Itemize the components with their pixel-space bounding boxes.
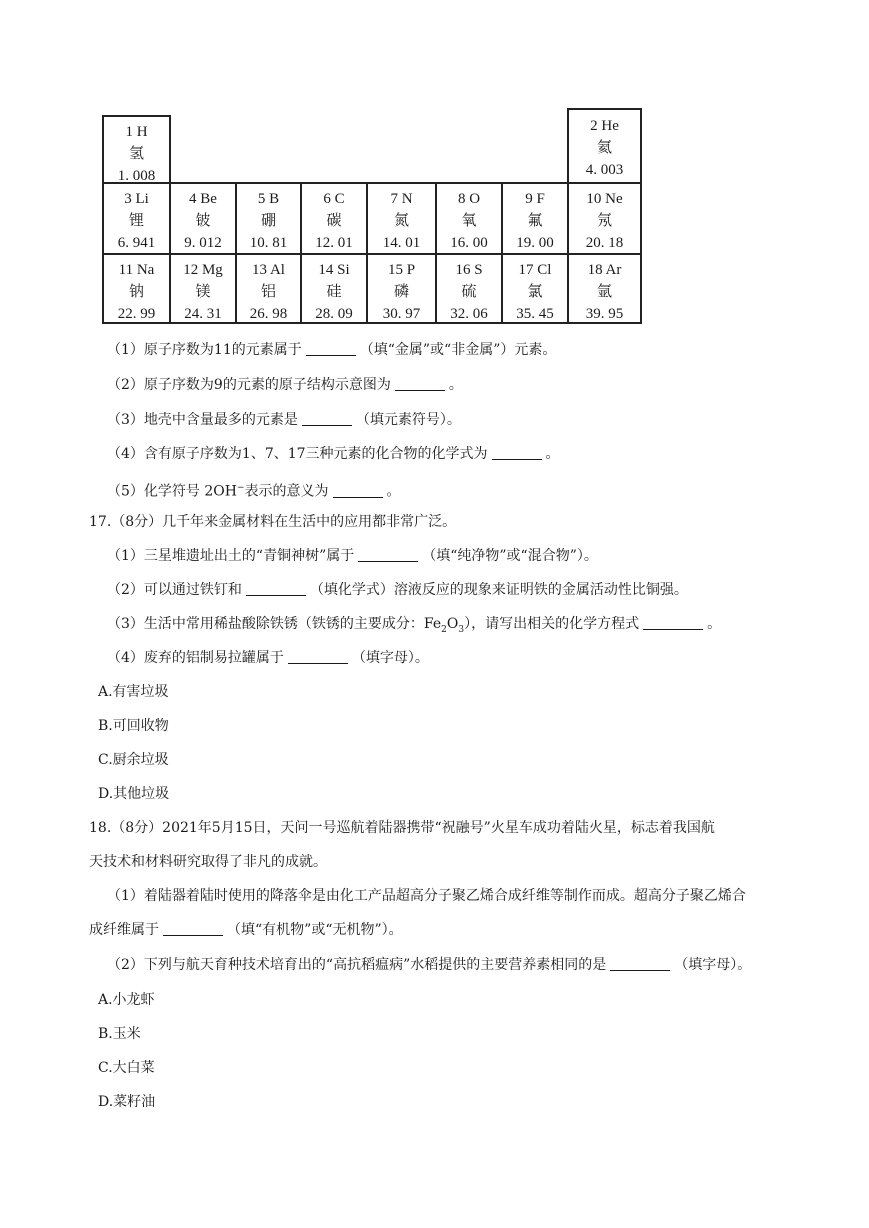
element-name: 氢: [128, 146, 145, 162]
element-name: 氟: [527, 213, 543, 229]
q18-item-2-text: （2）下列与航天育种技术培育出的“高抗稻瘟病”水稻提供的主要营养素相同的是: [107, 957, 607, 973]
q16-item-1-hint: （填“金属”或“非金属”）元素。: [359, 342, 557, 358]
periodic-table: [102, 108, 642, 324]
element-mass: 22. 99: [117, 306, 156, 322]
q18-item-1-line-2: [89, 920, 403, 940]
element-mass: 16. 00: [450, 235, 488, 251]
subscript: 3: [458, 624, 465, 635]
element-name: 磷: [393, 284, 410, 300]
answer-blank[interactable]: [358, 547, 418, 562]
q16-item-5-text: （5）化学符号 2OH: [107, 483, 237, 500]
element-name: 硫: [461, 284, 477, 300]
q16-item-1-text: （1）原子序数为11的元素属于: [107, 342, 302, 358]
q17-item-3-end: 。: [707, 616, 722, 632]
q18-option-b[interactable]: B.玉米: [98, 1026, 141, 1042]
element-symbol-ar: 18 Ar: [587, 262, 622, 278]
element-mass: 39. 95: [585, 306, 624, 322]
element-name: 铍: [195, 213, 211, 229]
element-name: 硼: [260, 213, 277, 229]
element-symbol-he: 2 He: [590, 118, 619, 134]
element-symbol-c: 6 C: [323, 191, 345, 207]
q16-item-2-end: 。: [448, 377, 463, 393]
q17-item-3-mid: ），请写出相关的化学方程式: [464, 616, 640, 632]
q16-item-4-text: （4）含有原子序数为1、7、17三种元素的化合物的化学式为: [107, 446, 488, 462]
q17-item-2-hint: （填化学式）溶液反应的现象来证明铁的金属活动性比铜强。: [309, 582, 688, 598]
element-mass: 32. 06: [450, 306, 488, 322]
q17-title: 17.（8分）几千年来金属材料在生活中的应用都非常广泛。: [89, 514, 457, 530]
element-name: 氧: [461, 213, 477, 229]
q18-item-1-hint: （填“有机物”或“无机物”）。: [227, 922, 403, 938]
formula-o: O: [446, 616, 459, 632]
answer-blank[interactable]: [306, 341, 356, 356]
answer-blank[interactable]: [610, 956, 670, 971]
element-symbol-o: 8 O: [457, 191, 481, 207]
element-symbol-al: 13 Al: [252, 262, 285, 278]
q16-item-2: [107, 375, 463, 395]
element-name: 氩: [596, 284, 613, 300]
element-mass: 10. 81: [249, 235, 288, 251]
element-symbol-be: 4 Be: [189, 191, 217, 207]
answer-blank[interactable]: [333, 483, 383, 498]
element-mass: 26. 98: [249, 306, 288, 322]
answer-blank[interactable]: [246, 581, 306, 596]
q18-item-1-text: 成纤维属于: [89, 922, 159, 938]
q17-item-4: [107, 648, 429, 668]
subscript: 2: [441, 624, 447, 635]
element-symbol-s: 16 S: [455, 262, 483, 278]
answer-blank[interactable]: [395, 376, 445, 391]
q16-item-5-mid: 表示的意义为: [244, 483, 329, 500]
element-name: 钠: [128, 284, 145, 300]
q16-item-4: [107, 444, 560, 464]
element-mass: 19. 00: [516, 235, 554, 251]
element-name: 氖: [596, 213, 613, 229]
element-mass: 20. 18: [585, 235, 624, 251]
q17-option-b[interactable]: B.可回收物: [98, 718, 169, 734]
answer-blank[interactable]: [288, 649, 348, 664]
element-mass: 35. 45: [516, 306, 554, 322]
element-symbol-si: 14 Si: [318, 262, 350, 278]
q16-item-3-hint: （填元素符号）。: [355, 412, 461, 428]
q16-item-3: [107, 410, 461, 430]
element-symbol-li: 3 Li: [124, 191, 149, 207]
element-name: 氮: [393, 213, 410, 229]
element-mass: 4. 003: [585, 162, 624, 178]
q16-item-3-text: （3）地壳中含量最多的元素是: [107, 412, 298, 428]
element-name: 氦: [596, 140, 613, 156]
q17-option-c[interactable]: C.厨余垃圾: [98, 752, 169, 768]
q17-item-3: [107, 614, 721, 640]
element-symbol-f: 9 F: [525, 191, 545, 207]
q17-item-4-hint: （填字母）。: [351, 650, 429, 666]
q17-option-d[interactable]: D.其他垃圾: [98, 786, 170, 802]
element-symbol-cl: 17 Cl: [518, 262, 552, 278]
q18-item-2-hint: （填字母）。: [674, 957, 752, 973]
element-symbol-h: 1 H: [125, 124, 148, 140]
q17-option-a[interactable]: A.有害垃圾: [98, 684, 169, 700]
element-mass: 28. 09: [315, 306, 353, 322]
q17-item-1: [107, 546, 598, 566]
answer-blank[interactable]: [302, 411, 352, 426]
element-mass: 1. 008: [117, 168, 156, 184]
q18-item-2: [107, 955, 751, 975]
q16-item-1: [107, 340, 556, 360]
element-symbol-n: 7 N: [390, 191, 413, 207]
element-name: 铝: [260, 284, 277, 300]
q16-item-5: [107, 478, 401, 502]
element-symbol-ne: 10 Ne: [586, 191, 623, 207]
element-name: 硅: [326, 284, 342, 300]
element-mass: 14. 01: [382, 235, 421, 251]
q17-item-1-hint: （填“纯净物”或“混合物”）。: [422, 548, 598, 564]
charge-sup: −: [236, 483, 245, 493]
element-name: 氯: [527, 284, 543, 300]
element-mass: 12. 01: [315, 235, 353, 251]
q17-item-2-text: （2）可以通过铁钉和: [107, 582, 242, 598]
element-symbol-na: 11 Na: [118, 262, 155, 278]
element-mass: 9. 012: [184, 235, 222, 251]
element-mass: 24. 31: [184, 306, 222, 322]
q18-option-a[interactable]: A.小龙虾: [98, 992, 155, 1008]
q18-option-d[interactable]: D.菜籽油: [98, 1094, 156, 1110]
q18-title-line-2: 天技术和材料研究取得了非凡的成就。: [89, 854, 327, 870]
element-symbol-b: 5 B: [257, 191, 280, 207]
q17-item-2: [107, 580, 688, 600]
q18-option-c[interactable]: C.大白菜: [98, 1060, 155, 1076]
element-mass: 6. 941: [117, 235, 156, 251]
element-name: 镁: [195, 284, 211, 300]
element-name: 碳: [326, 213, 342, 229]
q18-title-line-1: 18.（8分）2021年5月15日，天问一号巡航着陆器携带“祝融号”火星车成功着陆火星，标志着我国航: [89, 820, 715, 836]
q16-item-5-end: 。: [386, 483, 401, 500]
element-symbol-mg: 12 Mg: [183, 262, 223, 278]
q16-item-2-text: （2）原子序数为9的元素的原子结构示意图为: [107, 377, 391, 393]
q17-item-3-text: （3）生活中常用稀盐酸除铁锈（铁锈的主要成分：Fe: [107, 616, 442, 632]
q16-item-4-end: 。: [545, 446, 560, 462]
answer-blank[interactable]: [643, 615, 703, 630]
element-symbol-p: 15 P: [387, 262, 416, 278]
answer-blank[interactable]: [163, 921, 223, 936]
element-name: 锂: [128, 213, 145, 229]
q18-item-1-line-1: （1）着陆器着陆时使用的降落伞是由化工产品超高分子聚乙烯合成纤维等制作而成。超高分子聚乙烯合: [107, 888, 746, 904]
element-mass: 30. 97: [382, 306, 421, 322]
q17-item-1-text: （1）三星堆遗址出土的“青铜神树”属于: [107, 548, 355, 564]
answer-blank[interactable]: [492, 445, 542, 460]
q17-item-4-text: （4）废弃的铝制易拉罐属于: [107, 650, 284, 666]
